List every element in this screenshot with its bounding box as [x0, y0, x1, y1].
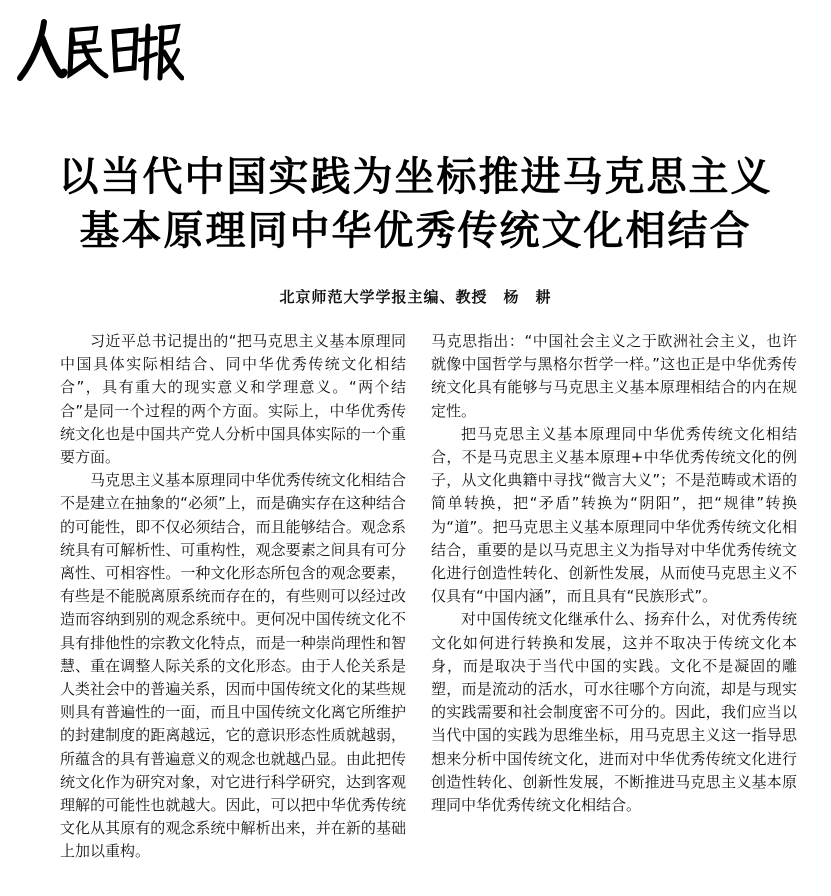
headline-line-2: 基本原理同中华优秀传统文化相结合 — [79, 208, 752, 254]
article-paragraph: 对中国传统文化继承什么、扬弃什么，对优秀传统文化如何进行转换和发展，这并不取决于传统文化本身，而是取决于当代中国的实践。文化不是凝固的雕塑，而是流动的活水，可水往哪个方向流，却是与现实的实践需要和社会制度密不可分的。因此，我们应当以当代中国的实践为思维坐标，用马克思主义这一指导思想来分析中国传统文化，进而对中华优秀传统文化进行创造性转化、创新性发展，不断推进马克思主义基本原理同中华优秀传统文化相结合。 — [431, 610, 797, 815]
headline-line-1: 以当代中国实践为坐标推进马克思主义 — [58, 154, 773, 200]
article-paragraph: 把马克思主义基本原理同中华优秀传统文化相结合，不是马克思主义基本原理+中华优秀传统文化的例子，从文化典籍中寻找“微言大义”；不是范畴或术语的简单转换，把“矛盾”转换为“阴阳”，把“规律”转换为“道”。把马克思主义基本原理同中华优秀传统文化相结合，重要的是以马克思主义为指导对中华优秀传统文化进行创造性转化、创新性发展，从而使马克思主义不仅具有“中国内涵”，而且具有“民族形式”。 — [431, 424, 797, 606]
masthead-calligraphy-icon — [14, 8, 184, 88]
article-column-right — [431, 330, 797, 817]
headline — [0, 150, 831, 258]
masthead-logo — [14, 8, 184, 88]
article-column-left — [60, 330, 406, 864]
article-paragraph: 马克思主义基本原理同中华优秀传统文化相结合不是建立在抽象的“必须”上，而是确实存在这种结合的可能性，即不仅必须结合，而且能够结合。观念系统具有可解析性、可重构性，观念要素之间具有可分离性、可相容性。一种文化形态所包含的观念要素，有些是不能脱离原系统而存在的，有些则可以经过改造而容纳到别的观念系统中。更何况中国传统文化不具有排他性的宗教文化特点，而是一种崇尚理性和智慧、重在调整人际关系的文化形态。由于人伦关系是人类社会中的普遍关系，因而中国传统文化的某些规则具有普遍性的一面，而且中国传统文化离它所维护的封建制度的距离越远，它的意识形态性质就越弱，所蕴含的具有普遍意义的观念也就越凸显。由此把传统文化作为研究对象，对它进行科学研究，达到客观理解的可能性也就越大。因此，可以把中华优秀传统文化从其原有的观念系统中解析出来，并在新的基础上加以重构。 — [60, 471, 406, 861]
byline — [0, 286, 831, 307]
article-paragraph-continued: 马克思指出：“中国社会主义之于欧洲社会主义，也许就像中国哲学与黑格尔哲学一样。”这也正是中华优秀传统文化具有能够与马克思主义基本原理相结合的内在规定性。 — [431, 332, 797, 420]
author-name: 杨 耕 — [503, 288, 552, 306]
article-paragraph: 习近平总书记提出的“把马克思主义基本原理同中国具体实际相结合、同中华优秀传统文化相结合”，具有重大的现实意义和学理意义。“两个结合”是同一个过程的两个方面。实际上，中华优秀传统文化也是中国共产党人分析中国具体实际的一个重要方面。 — [60, 332, 406, 467]
author-affiliation: 北京师范大学学报主编、教授 — [279, 288, 488, 306]
